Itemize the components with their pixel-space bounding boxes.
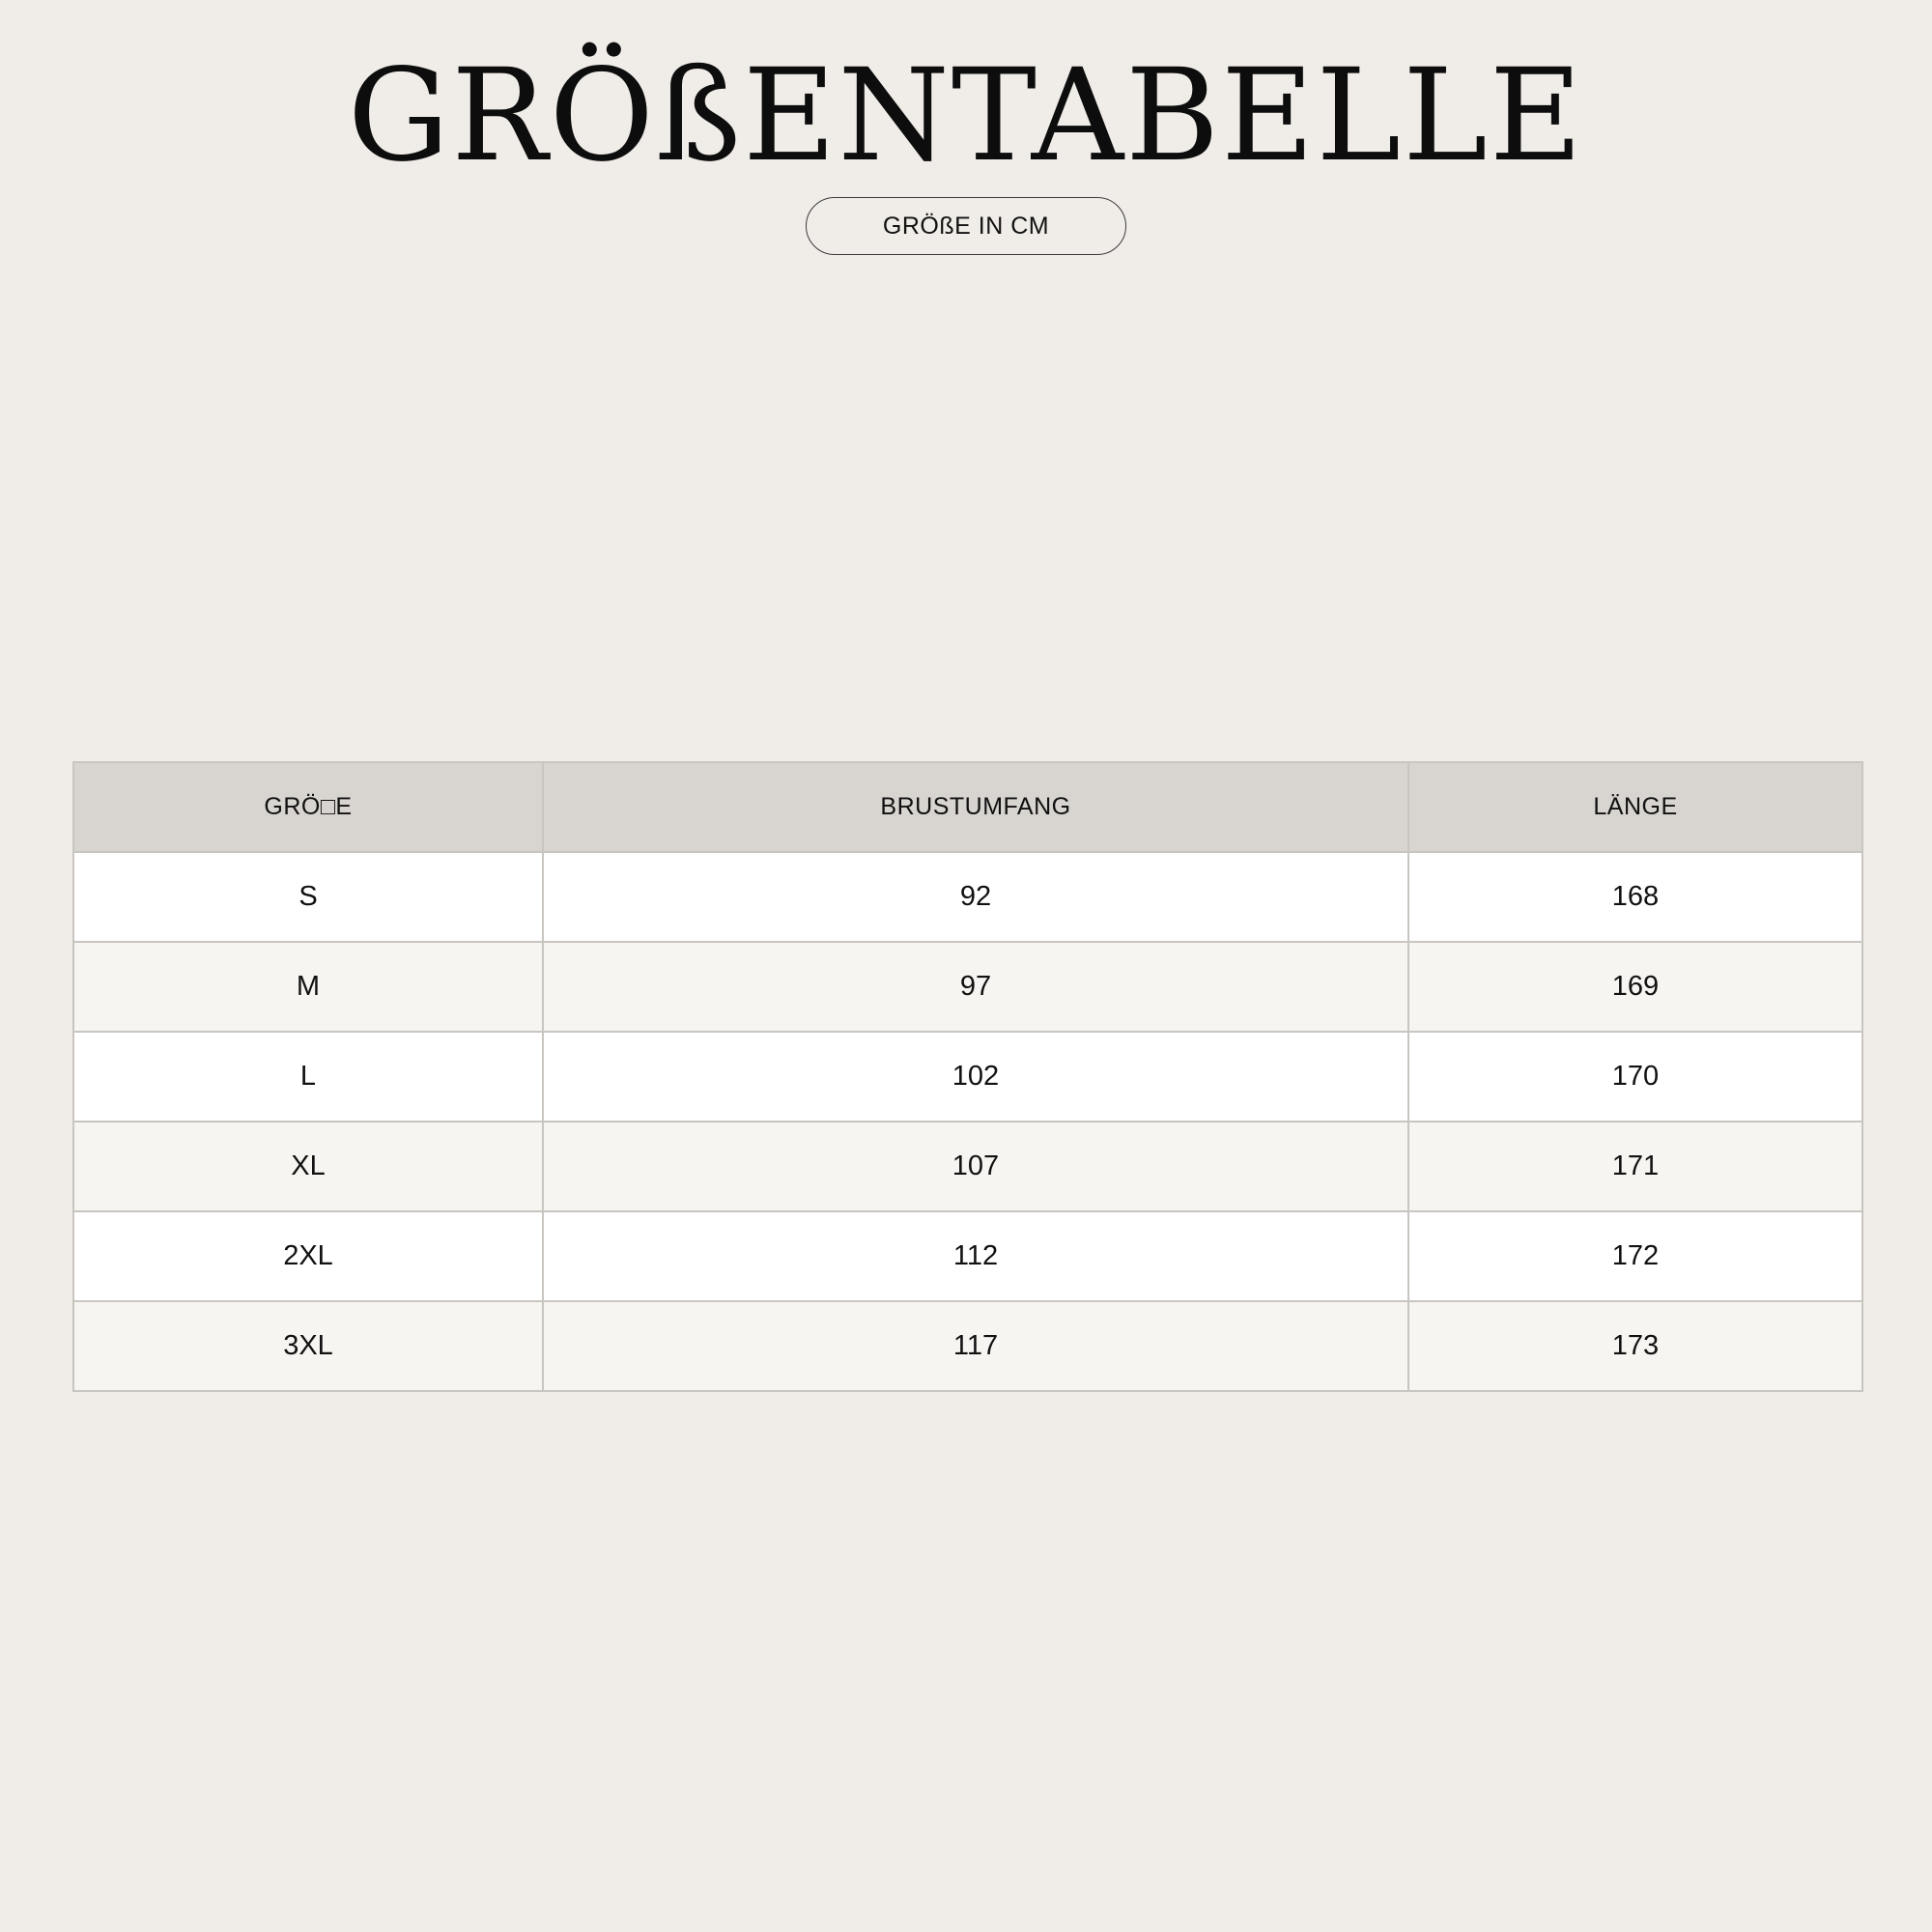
cell-length: 169 xyxy=(1408,942,1862,1032)
cell-length: 172 xyxy=(1408,1211,1862,1301)
cell-chest: 97 xyxy=(543,942,1408,1032)
table-row xyxy=(73,1032,1862,1122)
cell-chest: 107 xyxy=(543,1122,1408,1211)
table-row xyxy=(73,1122,1862,1211)
cell-size: S xyxy=(73,852,543,942)
header-size: GRÖ□E xyxy=(73,762,543,852)
header-chest: BRUSTUMFANG xyxy=(543,762,1408,852)
cell-chest: 92 xyxy=(543,852,1408,942)
size-table xyxy=(72,761,1863,1392)
cell-chest: 117 xyxy=(543,1301,1408,1391)
cell-chest: 102 xyxy=(543,1032,1408,1122)
table-row xyxy=(73,1211,1862,1301)
unit-badge-label: GRÖßE IN CM xyxy=(882,212,1050,240)
table-row xyxy=(73,1301,1862,1391)
cell-size: M xyxy=(73,942,543,1032)
cell-length: 171 xyxy=(1408,1122,1862,1211)
page-title: GRÖßENTABELLE xyxy=(347,42,1585,190)
table-header-row xyxy=(73,762,1862,852)
cell-length: 168 xyxy=(1408,852,1862,942)
unit-badge xyxy=(806,197,1126,255)
cell-chest: 112 xyxy=(543,1211,1408,1301)
cell-length: 170 xyxy=(1408,1032,1862,1122)
cell-size: XL xyxy=(73,1122,543,1211)
cell-size: L xyxy=(73,1032,543,1122)
cell-length: 173 xyxy=(1408,1301,1862,1391)
cell-size: 2XL xyxy=(73,1211,543,1301)
header-length: LÄNGE xyxy=(1408,762,1862,852)
table-row xyxy=(73,942,1862,1032)
cell-size: 3XL xyxy=(73,1301,543,1391)
table-row xyxy=(73,852,1862,942)
